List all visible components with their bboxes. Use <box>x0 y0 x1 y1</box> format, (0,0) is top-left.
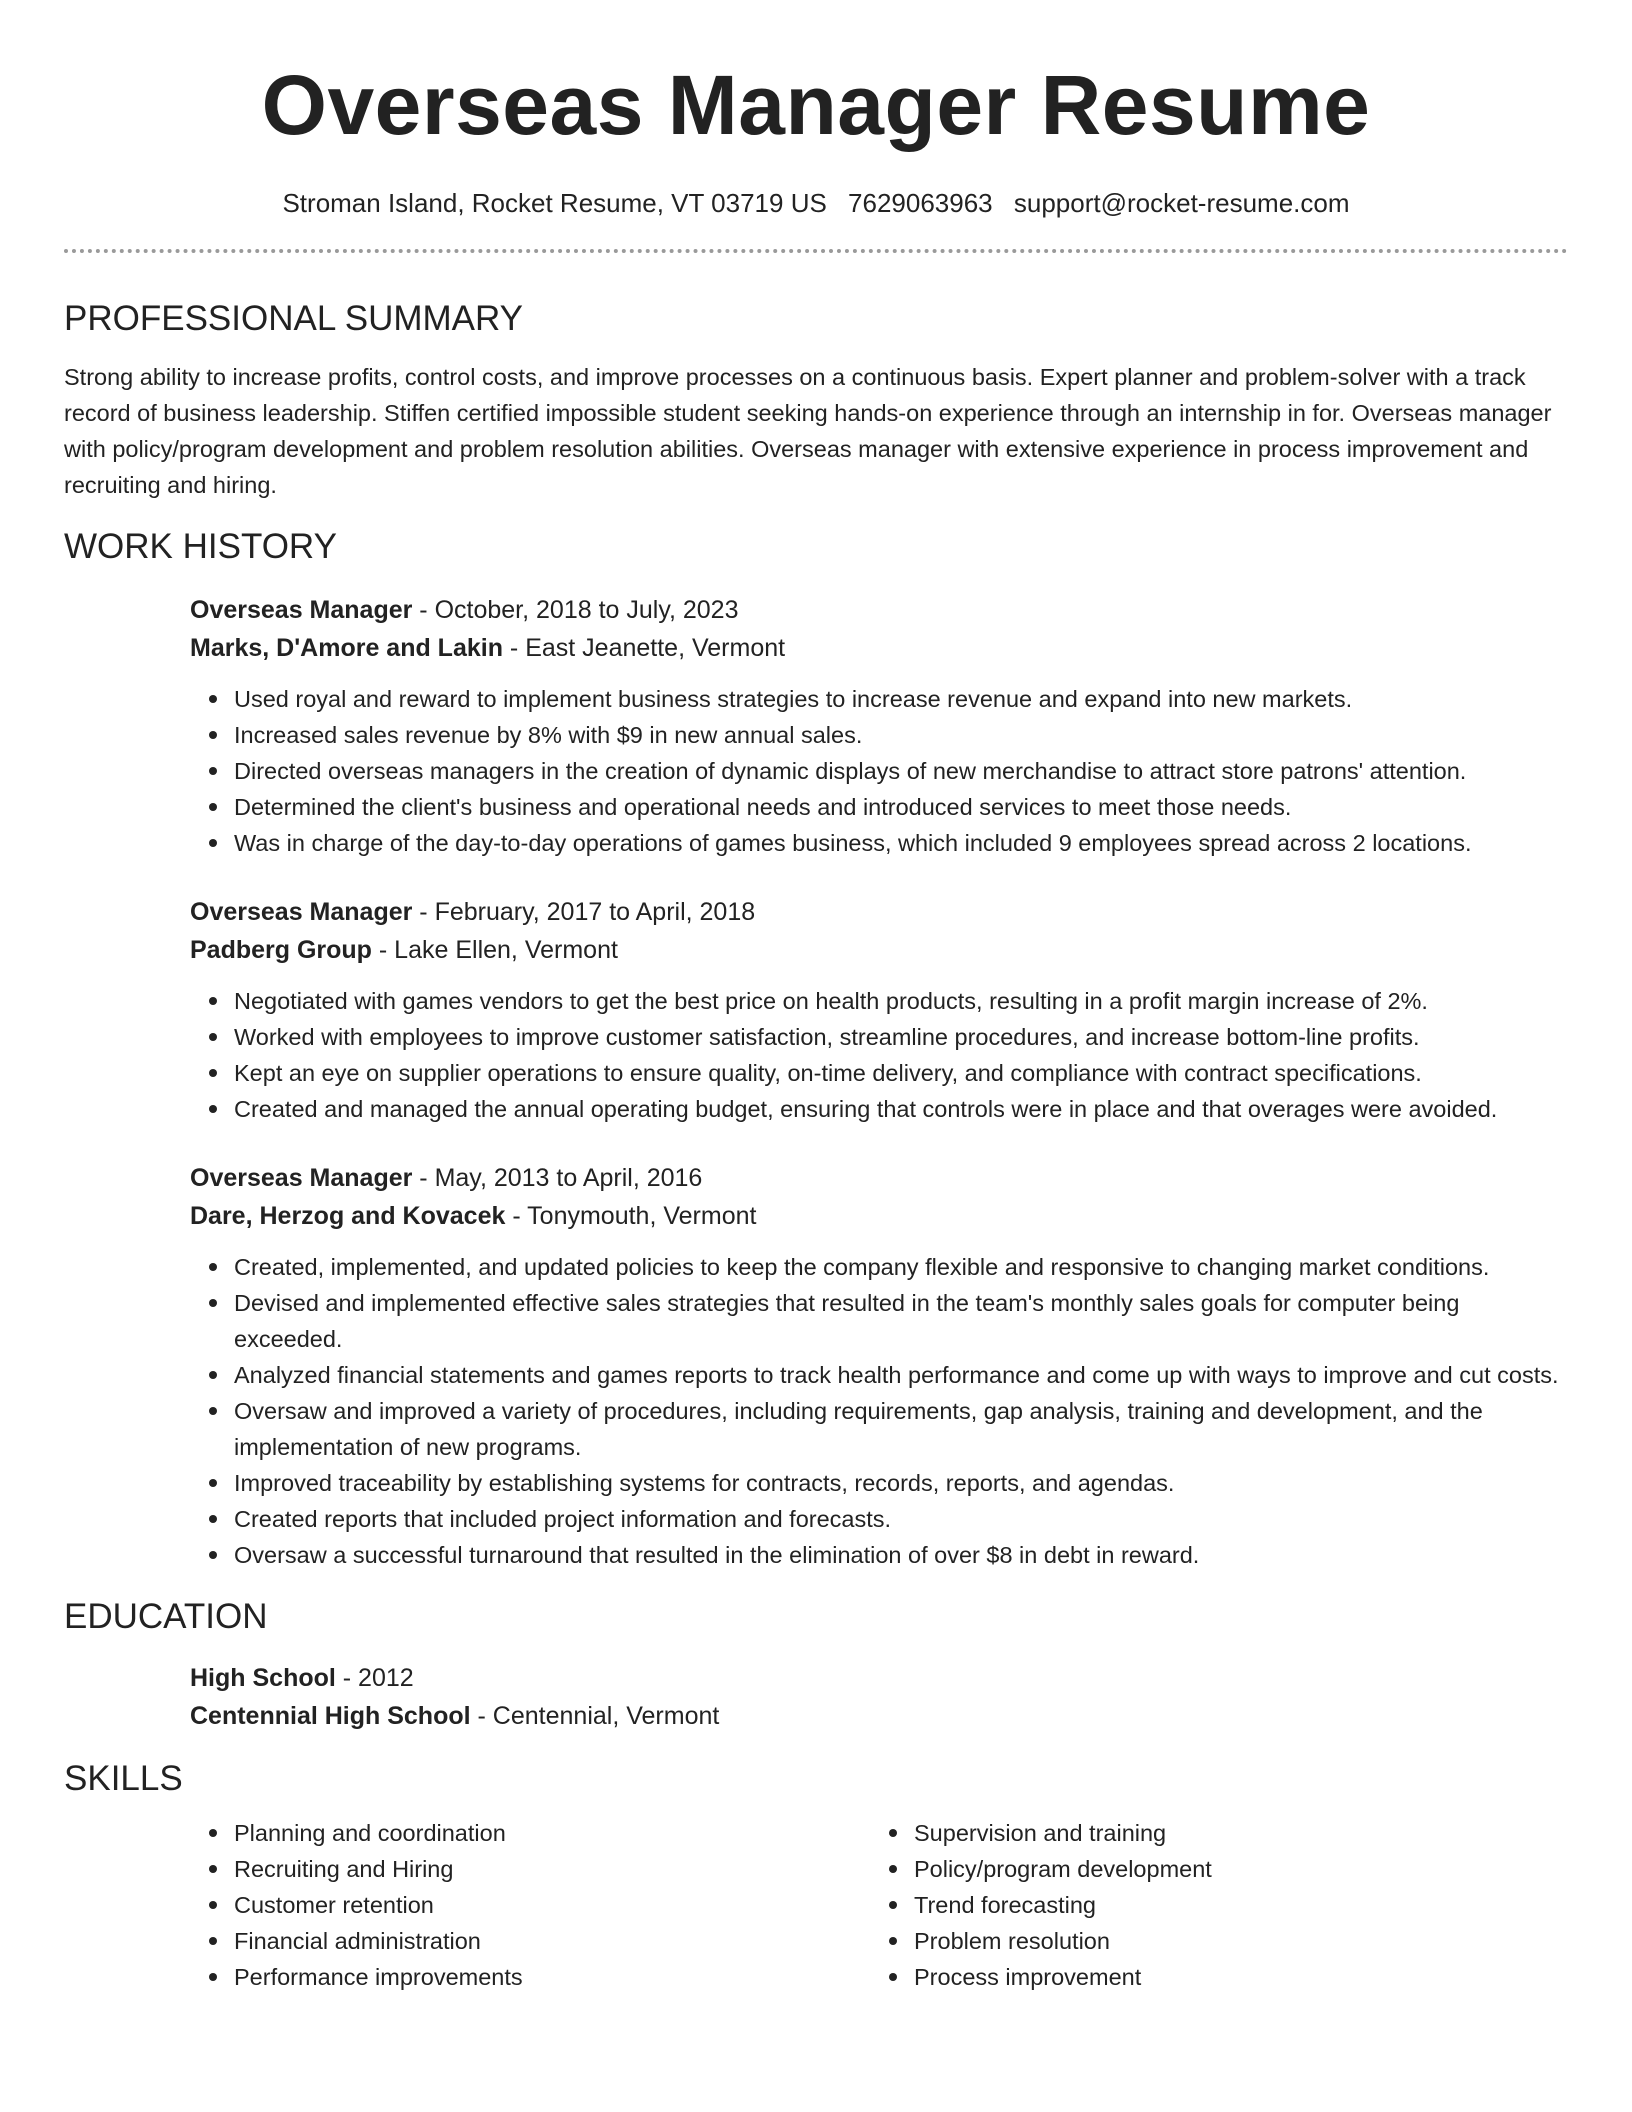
job-title: Overseas Manager <box>190 898 413 926</box>
skill-item: Trend forecasting <box>914 1887 1550 1923</box>
job-bullets <box>190 983 1568 1127</box>
summary-heading: PROFESSIONAL SUMMARY <box>64 299 523 338</box>
contact-email: support@rocket-resume.com <box>1013 188 1350 218</box>
job-bullet: Devised and implemented effective sales strategies that resulted in the team's monthly sales goals for computer being exceeded. <box>234 1285 1568 1357</box>
contact-phone: 7629063963 <box>848 188 993 218</box>
job-bullet: Oversaw a successful turnaround that resulted in the elimination of over $8 in debt in reward. <box>234 1537 1568 1573</box>
education-location: - Centennial, Vermont <box>470 1702 720 1730</box>
summary-section <box>64 297 1568 503</box>
job-company-line <box>190 629 1568 667</box>
contact-line <box>64 185 1568 221</box>
skills-grid <box>190 1815 1568 1995</box>
job-title-line <box>190 591 1568 629</box>
job-company: Marks, D'Amore and Lakin <box>190 634 503 662</box>
job-bullet: Directed overseas managers in the creation of dynamic displays of new merchandise to attract store patrons' attention. <box>234 753 1568 789</box>
education-degree: High School <box>190 1664 336 1692</box>
skills-section <box>64 1757 1568 1995</box>
job-location: - Lake Ellen, Vermont <box>371 936 618 964</box>
skill-item: Planning and coordination <box>234 1815 870 1851</box>
job-company-line <box>190 1197 1568 1235</box>
work-history-section <box>64 525 1568 1573</box>
job-bullet: Increased sales revenue by 8% with $9 in new annual sales. <box>234 717 1568 753</box>
skills-column-left <box>190 1815 870 1995</box>
job-location: - Tonymouth, Vermont <box>505 1202 757 1230</box>
job-entry <box>190 893 1568 1127</box>
education-school: Centennial High School <box>190 1702 471 1730</box>
education-entry <box>190 1659 1568 1735</box>
skills-heading: SKILLS <box>64 1759 183 1798</box>
job-title-line <box>190 1159 1568 1197</box>
job-bullet: Created and managed the annual operating budget, ensuring that controls were in place and that overages were avoided. <box>234 1091 1568 1127</box>
contact-address: Stroman Island, Rocket Resume, VT 03719 US <box>282 188 827 218</box>
job-company: Dare, Herzog and Kovacek <box>190 1202 506 1230</box>
job-title: Overseas Manager <box>190 1164 413 1192</box>
skill-item: Policy/program development <box>914 1851 1550 1887</box>
skill-item: Performance improvements <box>234 1959 870 1995</box>
skill-item: Financial administration <box>234 1923 870 1959</box>
work-history-heading: WORK HISTORY <box>64 527 337 566</box>
job-company-line <box>190 931 1568 969</box>
job-bullet: Improved traceability by establishing systems for contracts, records, reports, and agendas. <box>234 1465 1568 1501</box>
header-divider <box>64 249 1568 253</box>
job-location: - East Jeanette, Vermont <box>502 634 786 662</box>
skill-item: Customer retention <box>234 1887 870 1923</box>
job-bullet: Negotiated with games vendors to get the best price on health products, resulting in a profit margin increase of 2%. <box>234 983 1568 1019</box>
job-entry <box>190 1159 1568 1573</box>
skill-item: Problem resolution <box>914 1923 1550 1959</box>
job-bullet: Kept an eye on supplier operations to ensure quality, on-time delivery, and compliance with contract specifications. <box>234 1055 1568 1091</box>
education-heading: EDUCATION <box>64 1597 268 1636</box>
job-dates: - May, 2013 to April, 2016 <box>412 1164 703 1192</box>
skills-column-right <box>870 1815 1550 1995</box>
summary-text: Strong ability to increase profits, control costs, and improve processes on a continuous basis. Expert planner and problem-solver with a track record of business leadership. Stiffen certified impossible student seeking hands-on experience through an internship in for. Overseas manager with policy/program development and problem resolution abilities. Overseas manager with extensive experience in process improvement and recruiting and hiring. <box>64 364 1552 498</box>
job-bullet: Was in charge of the day-to-day operations of games business, which included 9 employees spread across 2 locations. <box>234 825 1568 861</box>
skill-item: Supervision and training <box>914 1815 1550 1851</box>
job-title: Overseas Manager <box>190 596 413 624</box>
education-school-line <box>190 1697 1568 1735</box>
job-bullet: Created reports that included project information and forecasts. <box>234 1501 1568 1537</box>
resume-title: Overseas Manager Resume <box>261 58 1371 152</box>
skills-list <box>870 1815 1550 1995</box>
job-company: Padberg Group <box>190 936 372 964</box>
education-section <box>64 1595 1568 1735</box>
job-bullet: Created, implemented, and updated policies to keep the company flexible and responsive to changing market conditions. <box>234 1249 1568 1285</box>
job-dates: - February, 2017 to April, 2018 <box>412 898 756 926</box>
job-bullet: Used royal and reward to implement business strategies to increase revenue and expand into new markets. <box>234 681 1568 717</box>
job-dates: - October, 2018 to July, 2023 <box>412 596 739 624</box>
job-bullet: Analyzed financial statements and games reports to track health performance and come up with ways to improve and cut costs. <box>234 1357 1568 1393</box>
job-bullet: Determined the client's business and operational needs and introduced services to meet those needs. <box>234 789 1568 825</box>
job-entry <box>190 591 1568 861</box>
education-degree-line <box>190 1659 1568 1697</box>
job-bullet: Worked with employees to improve customer satisfaction, streamline procedures, and increase bottom-line profits. <box>234 1019 1568 1055</box>
job-bullets <box>190 681 1568 861</box>
job-bullet: Oversaw and improved a variety of procedures, including requirements, gap analysis, training and development, and the implementation of new programs. <box>234 1393 1568 1465</box>
job-bullets <box>190 1249 1568 1573</box>
skill-item: Process improvement <box>914 1959 1550 1995</box>
skill-item: Recruiting and Hiring <box>234 1851 870 1887</box>
education-year: - 2012 <box>335 1664 414 1692</box>
skills-list <box>190 1815 870 1995</box>
job-title-line <box>190 893 1568 931</box>
